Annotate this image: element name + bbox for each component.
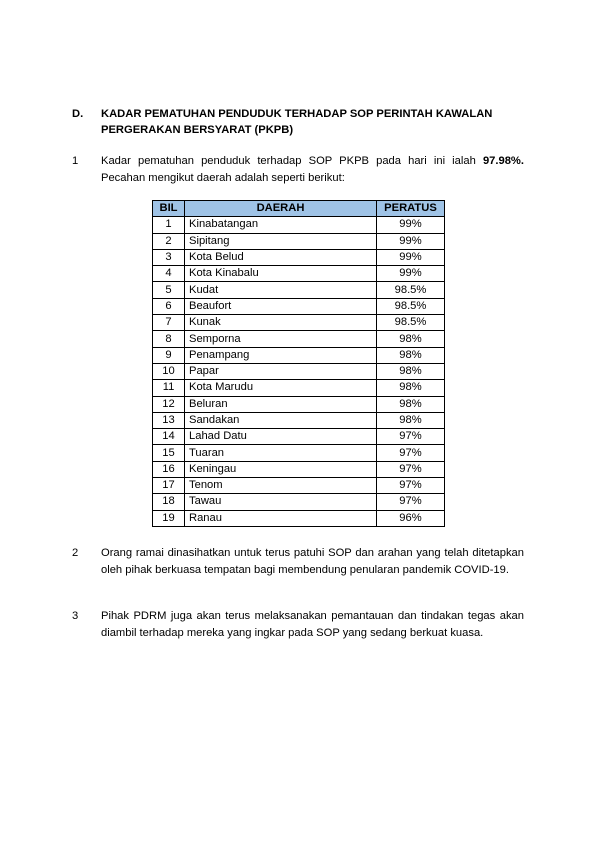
paragraph-number: 1 [72, 155, 79, 167]
section-letter: D. [72, 108, 84, 120]
bil-cell: 14 [153, 429, 185, 445]
bil-cell: 19 [153, 510, 185, 526]
peratus-cell: 98% [377, 363, 445, 379]
daerah-cell: Tenom [185, 478, 377, 494]
peratus-cell: 97% [377, 461, 445, 477]
daerah-cell: Semporna [185, 331, 377, 347]
table-row [153, 363, 445, 379]
paragraph-body: Orang ramai dinasihatkan untuk terus patuhi SOP dan arahan yang telah ditetapkan oleh pihak berkuasa tempatan bagi membendung penularan pandemik COVID-19. [101, 547, 524, 576]
table-row [153, 266, 445, 282]
peratus-cell: 97% [377, 494, 445, 510]
paragraph-body [101, 153, 524, 186]
daerah-cell: Tuaran [185, 445, 377, 461]
table-row [153, 282, 445, 298]
peratus-cell: 99% [377, 266, 445, 282]
daerah-cell: Penampang [185, 347, 377, 363]
bil-cell: 3 [153, 249, 185, 265]
bil-cell: 4 [153, 266, 185, 282]
daerah-cell: Tawau [185, 494, 377, 510]
table-row [153, 233, 445, 249]
daerah-cell: Beaufort [185, 298, 377, 314]
peratus-cell: 98.5% [377, 298, 445, 314]
peratus-cell: 96% [377, 510, 445, 526]
daerah-cell: Kota Kinabalu [185, 266, 377, 282]
daerah-cell: Kinabatangan [185, 217, 377, 233]
table-row [153, 494, 445, 510]
daerah-cell: Sipitang [185, 233, 377, 249]
header-bil: BIL [153, 201, 185, 217]
peratus-cell: 97% [377, 478, 445, 494]
table-row [153, 429, 445, 445]
bil-cell: 9 [153, 347, 185, 363]
bil-cell: 18 [153, 494, 185, 510]
daerah-cell: Kudat [185, 282, 377, 298]
compliance-rate: 97.98%. [482, 155, 524, 167]
table-row [153, 510, 445, 526]
peratus-cell: 97% [377, 429, 445, 445]
daerah-cell: Kunak [185, 315, 377, 331]
daerah-cell: Sandakan [185, 412, 377, 428]
table-row [153, 380, 445, 396]
daerah-cell: Kota Belud [185, 249, 377, 265]
daerah-cell: Keningau [185, 461, 377, 477]
table-row [153, 461, 445, 477]
peratus-cell: 99% [377, 249, 445, 265]
bil-cell: 13 [153, 412, 185, 428]
table-row [153, 396, 445, 412]
daerah-cell: Ranau [185, 510, 377, 526]
table-row [153, 445, 445, 461]
paragraph-number: 2 [72, 547, 79, 559]
daerah-cell: Beluran [185, 396, 377, 412]
table-row [153, 347, 445, 363]
bil-cell: 16 [153, 461, 185, 477]
bil-cell: 8 [153, 331, 185, 347]
peratus-cell: 97% [377, 445, 445, 461]
table-header-row [153, 201, 445, 217]
paragraph-text-before: Kadar pematuhan penduduk terhadap SOP PKPB pada hari ini ialah [101, 155, 483, 167]
table-row [153, 478, 445, 494]
bil-cell: 15 [153, 445, 185, 461]
peratus-cell: 99% [377, 217, 445, 233]
daerah-cell: Lahad Datu [185, 429, 377, 445]
table-row [153, 315, 445, 331]
header-peratus: PERATUS [377, 201, 445, 217]
peratus-cell: 98% [377, 412, 445, 428]
peratus-cell: 99% [377, 233, 445, 249]
paragraph-number: 3 [72, 610, 79, 622]
bil-cell: 1 [153, 217, 185, 233]
peratus-cell: 98.5% [377, 282, 445, 298]
bil-cell: 7 [153, 315, 185, 331]
bil-cell: 2 [153, 233, 185, 249]
paragraph-body: Pihak PDRM juga akan terus melaksanakan pemantauan dan tindakan tegas akan diambil terhadap mereka yang ingkar pada SOP yang sedang berkuat kuasa. [101, 610, 524, 639]
header-daerah: DAERAH [185, 201, 377, 217]
bil-cell: 5 [153, 282, 185, 298]
peratus-cell: 98% [377, 347, 445, 363]
bil-cell: 10 [153, 363, 185, 379]
peratus-cell: 98% [377, 331, 445, 347]
table-body [153, 217, 445, 527]
table-row [153, 298, 445, 314]
section-title: KADAR PEMATUHAN PENDUDUK TERHADAP SOP PERINTAH KAWALAN PERGERAKAN BERSYARAT (PKPB) [101, 108, 493, 136]
daerah-cell: Kota Marudu [185, 380, 377, 396]
table-row [153, 412, 445, 428]
table-row [153, 217, 445, 233]
table-row [153, 249, 445, 265]
bil-cell: 6 [153, 298, 185, 314]
peratus-cell: 98% [377, 380, 445, 396]
table-row [153, 331, 445, 347]
bil-cell: 11 [153, 380, 185, 396]
peratus-cell: 98% [377, 396, 445, 412]
compliance-table [152, 200, 445, 527]
paragraph-text-after: Pecahan mengikut daerah adalah seperti berikut: [101, 171, 345, 184]
daerah-cell: Papar [185, 363, 377, 379]
peratus-cell: 98.5% [377, 315, 445, 331]
bil-cell: 17 [153, 478, 185, 494]
bil-cell: 12 [153, 396, 185, 412]
